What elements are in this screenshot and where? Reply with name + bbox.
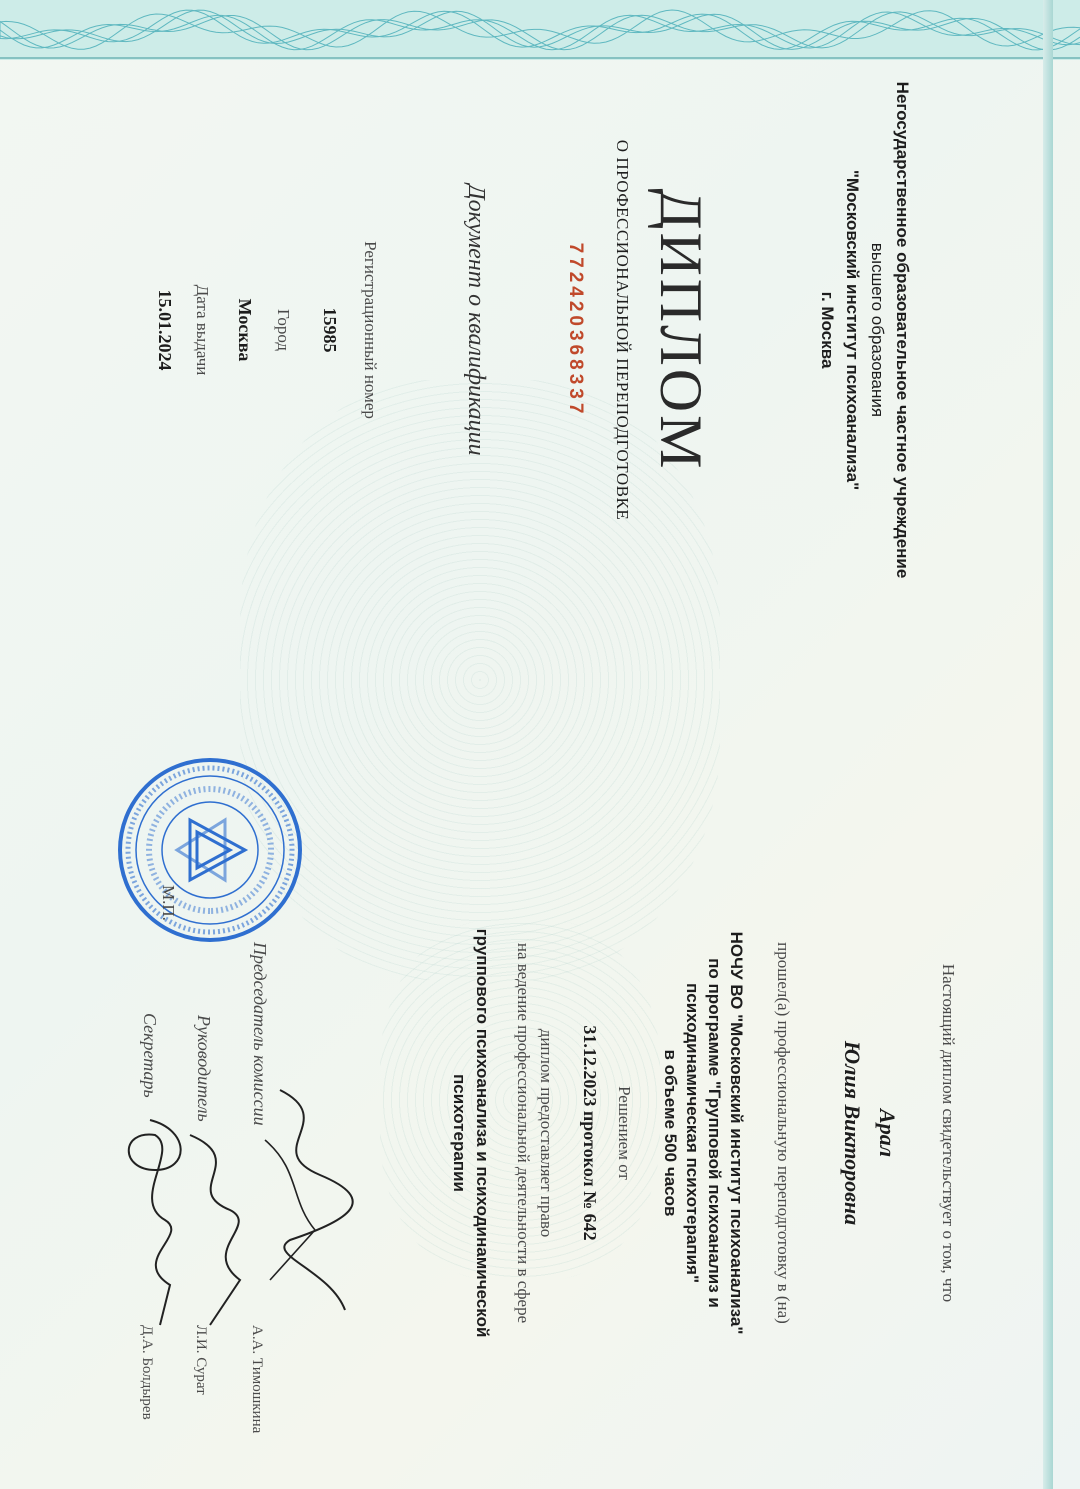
diploma-subtitle: О ПРОФЕССИОНАЛЬНОЙ ПЕРЕПОДГОТОВКЕ [613,139,632,521]
institution-stamp [115,755,305,945]
signatory-role-head: Руководитель [194,1015,214,1122]
decision-value: 31.12.2023 протокол № 642 [580,1025,600,1241]
grants-line-2: на ведение профессиональной деятельности в сфере [514,942,533,1324]
institution-line-2: высшего образования [868,242,887,418]
institution-line-3: "Московский институт психоанализа" [843,169,862,491]
signatory-role-secretary: Секретарь [140,1013,160,1098]
institution-line-4: г. Москва [818,291,837,369]
program-line-4: в объеме 500 часов [661,1049,680,1217]
document-type: Документ о квалификации [463,184,489,456]
city-label: Город [274,309,293,351]
stamp-mark: М.П. [159,885,178,921]
serial-number: 772420368337 [565,242,586,418]
signatory-name-chair: А.А. Тимошкина [249,1325,265,1434]
certifies-text: Настоящий диплом свидетельствует о том, что [939,963,958,1303]
signatory-name-head: Л.И. Сурат [193,1325,209,1395]
signatory-name-secretary: Д.А. Болдырев [139,1325,155,1420]
given-names: Юлия Викторовна [840,1040,865,1226]
diploma-title: ДИПЛОМ [648,188,714,472]
signature-chair [250,1080,360,1320]
program-line-1: НОЧУ ВО "Московский институт психоанализа" [727,931,746,1335]
surname: Арал [875,1109,900,1157]
grants-line-1: диплом предоставляет право [537,1028,556,1238]
issue-date-value: 15.01.2024 [155,289,175,371]
registration-value: 15985 [320,307,340,353]
registration-label: Регистрационный номер [361,241,380,419]
field-line-1: группового психоанализа и психодинамической [473,928,492,1338]
program-line-3: психодинамическая психотерапия" [683,983,702,1283]
decision-label: Решением от [615,1086,634,1180]
institution-line-1: Негосударственное образовательное частное учреждение [893,81,912,579]
program-line-2: по программе "Групповой психоанализ и [705,958,724,1308]
passed-text: прошел(а) профессиональную переподготовку в (на) [774,942,793,1324]
signatory-role-chair: Председатель комиссии [250,942,270,1126]
field-line-2: психотерапии [450,1074,469,1192]
issue-date-label: Дата выдачи [193,284,212,376]
signature-secretary [110,1110,200,1330]
city-value: Москва [235,298,255,362]
